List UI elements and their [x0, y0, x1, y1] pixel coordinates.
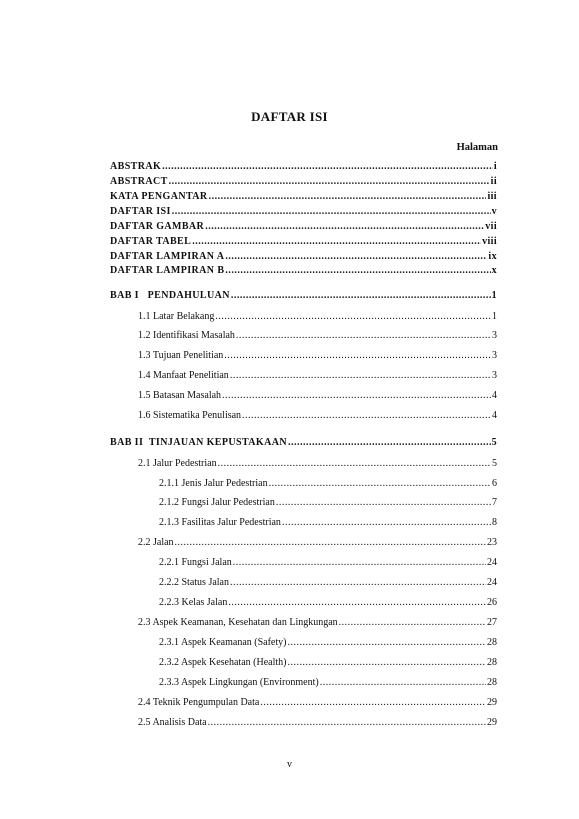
toc-entry-page: 24 [487, 557, 497, 568]
leader-dots [172, 206, 491, 218]
toc-entry [159, 497, 497, 509]
chapter-label: BAB I PENDAHULUAN [110, 290, 230, 301]
toc-entry-page: 4 [492, 410, 497, 421]
toc-entry-page: 29 [487, 697, 497, 708]
toc-entry [138, 697, 497, 709]
toc-entry-label: 2.2.1 Fungsi Jalan [159, 557, 232, 568]
toc-entry-page: 28 [487, 637, 497, 648]
toc-entry-page: 29 [487, 717, 497, 728]
leader-dots [320, 677, 486, 689]
toc-entry-page: vii [485, 221, 497, 232]
leader-dots [276, 497, 491, 509]
leader-dots [288, 437, 491, 449]
toc-entry-page: x [491, 265, 497, 276]
toc-entry-label: DAFTAR ISI [110, 206, 171, 217]
leader-dots [282, 517, 491, 529]
toc-entry-page: 3 [492, 350, 497, 361]
toc-entry-label: 1.3 Tujuan Penelitian [138, 350, 224, 361]
leader-dots [224, 350, 491, 362]
toc-entry-label: DAFTAR GAMBAR [110, 221, 205, 232]
toc-entry [159, 577, 497, 589]
toc-entry-label: 2.1 Jalur Pedestrian [138, 458, 217, 469]
toc-entry [159, 517, 497, 529]
leader-dots [175, 537, 486, 549]
toc-entry-page: 28 [487, 677, 497, 688]
toc-entry-page: ii [490, 176, 497, 187]
toc-entry-page: 1 [492, 311, 497, 322]
toc-entry-label: 2.1.2 Fungsi Jalur Pedestrian [159, 497, 275, 508]
toc-entry-daftar-gambar [110, 221, 497, 233]
toc-entry-label: 2.4 Teknik Pengumpulan Data [138, 697, 260, 708]
leader-dots [215, 311, 491, 323]
leader-dots [222, 390, 491, 402]
toc-entry [159, 657, 497, 669]
page-title: DAFTAR ISI [251, 109, 328, 124]
page-number: v [287, 759, 292, 770]
toc-entry-label: 2.1.1 Jenis Jalur Pedestrian [159, 478, 268, 489]
toc-entry [138, 390, 497, 402]
leader-dots [218, 458, 491, 470]
leader-dots [225, 251, 487, 263]
toc-entry [138, 717, 497, 729]
toc-entry [138, 410, 497, 422]
toc-entry-page: 27 [487, 617, 497, 628]
toc-entry-page: v [491, 206, 497, 217]
toc-entry [159, 637, 497, 649]
toc-entry [159, 597, 497, 609]
toc-entry-page: 7 [492, 497, 497, 508]
leader-dots [169, 176, 490, 188]
toc-entry-page: 3 [492, 330, 497, 341]
toc-entry [138, 350, 497, 362]
toc-entry-page: 23 [487, 537, 497, 548]
chapter-heading-bab-2 [110, 437, 497, 449]
leader-dots [287, 657, 486, 669]
toc-entry-kata-pengantar [110, 191, 497, 203]
toc-entry-label: 1.6 Sistematika Penulisan [138, 410, 242, 421]
toc-entry-abstrak [110, 161, 497, 173]
toc-entry-page: 4 [492, 390, 497, 401]
toc-entry-label: DAFTAR TABEL [110, 236, 192, 247]
toc-entry-label: 2.3.3 Aspek Lingkungan (Environment) [159, 677, 319, 688]
leader-dots [209, 191, 487, 203]
toc-entry-page: 24 [487, 577, 497, 588]
leader-dots [231, 290, 491, 302]
leader-dots [205, 221, 484, 233]
toc-entry-label: DAFTAR LAMPIRAN A [110, 251, 225, 262]
toc-entry [159, 478, 497, 490]
toc-entry-label: 1.2 Identifikasi Masalah [138, 330, 235, 341]
leader-dots [242, 410, 491, 422]
toc-entry [159, 677, 497, 689]
leader-dots [339, 617, 486, 629]
toc-entry-label: DAFTAR LAMPIRAN B [110, 265, 225, 276]
toc-entry [138, 458, 497, 470]
toc-entry [138, 537, 497, 549]
toc-entry [138, 370, 497, 382]
toc-entry [138, 330, 497, 342]
toc-entry-label: 2.3.2 Aspek Kesehatan (Health) [159, 657, 287, 668]
chapter-heading-bab-1 [110, 290, 497, 302]
toc-entry-daftar-lampiran-b [110, 265, 497, 277]
leader-dots [230, 370, 491, 382]
page-column-header: Halaman [456, 142, 498, 153]
toc-entry-page: 8 [492, 517, 497, 528]
toc-entry-page: 6 [492, 478, 497, 489]
toc-entry-page: iii [487, 191, 497, 202]
leader-dots [230, 577, 486, 589]
toc-entry-label: 2.2 Jalan [138, 537, 174, 548]
toc-entry-label: KATA PENGANTAR [110, 191, 208, 202]
leader-dots [260, 697, 486, 709]
toc-entry-page: i [493, 161, 497, 172]
toc-entry-label: 2.2.3 Kelas Jalan [159, 597, 228, 608]
chapter-label: BAB II TINJAUAN KEPUSTAKAAN [110, 437, 287, 448]
leader-dots [225, 265, 490, 277]
toc-entry-label: 1.4 Manfaat Penelitian [138, 370, 229, 381]
toc-entry-page: 28 [487, 657, 497, 668]
toc-entry-daftar-tabel [110, 236, 497, 248]
leader-dots [233, 557, 486, 569]
toc-entry-page: 5 [492, 458, 497, 469]
chapter-page: 1 [491, 290, 497, 301]
toc-entry-page: viii [482, 236, 497, 247]
toc-entry-label: 1.1 Latar Belakang [138, 311, 215, 322]
toc-entry [159, 557, 497, 569]
toc-entry-label: ABSTRAK [110, 161, 162, 172]
toc-entry-abstract [110, 176, 497, 188]
toc-entry-label: 2.5 Analisis Data [138, 717, 207, 728]
toc-entry-label: ABSTRACT [110, 176, 168, 187]
toc-entry-daftar-lampiran-a [110, 251, 497, 263]
leader-dots [228, 597, 486, 609]
toc-entry-label: 2.2.2 Status Jalan [159, 577, 229, 588]
toc-entry-label: 2.3 Aspek Keamanan, Kesehatan dan Lingkungan [138, 617, 338, 628]
toc-entry [138, 617, 497, 629]
toc-entry-page: ix [488, 251, 497, 262]
leader-dots [192, 236, 481, 248]
toc-entry [138, 311, 497, 323]
leader-dots [287, 637, 486, 649]
leader-dots [162, 161, 493, 173]
toc-entry-label: 1.5 Batasan Masalah [138, 390, 222, 401]
toc-entry-page: 26 [487, 597, 497, 608]
leader-dots [269, 478, 491, 490]
toc-entry-label: 2.3.1 Aspek Keamanan (Safety) [159, 637, 287, 648]
toc-entry-label: 2.1.3 Fasilitas Jalur Pedestrian [159, 517, 281, 528]
toc-entry-page: 3 [492, 370, 497, 381]
leader-dots [208, 717, 486, 729]
chapter-page: 5 [491, 437, 497, 448]
leader-dots [236, 330, 491, 342]
toc-entry-daftar-isi [110, 206, 497, 218]
